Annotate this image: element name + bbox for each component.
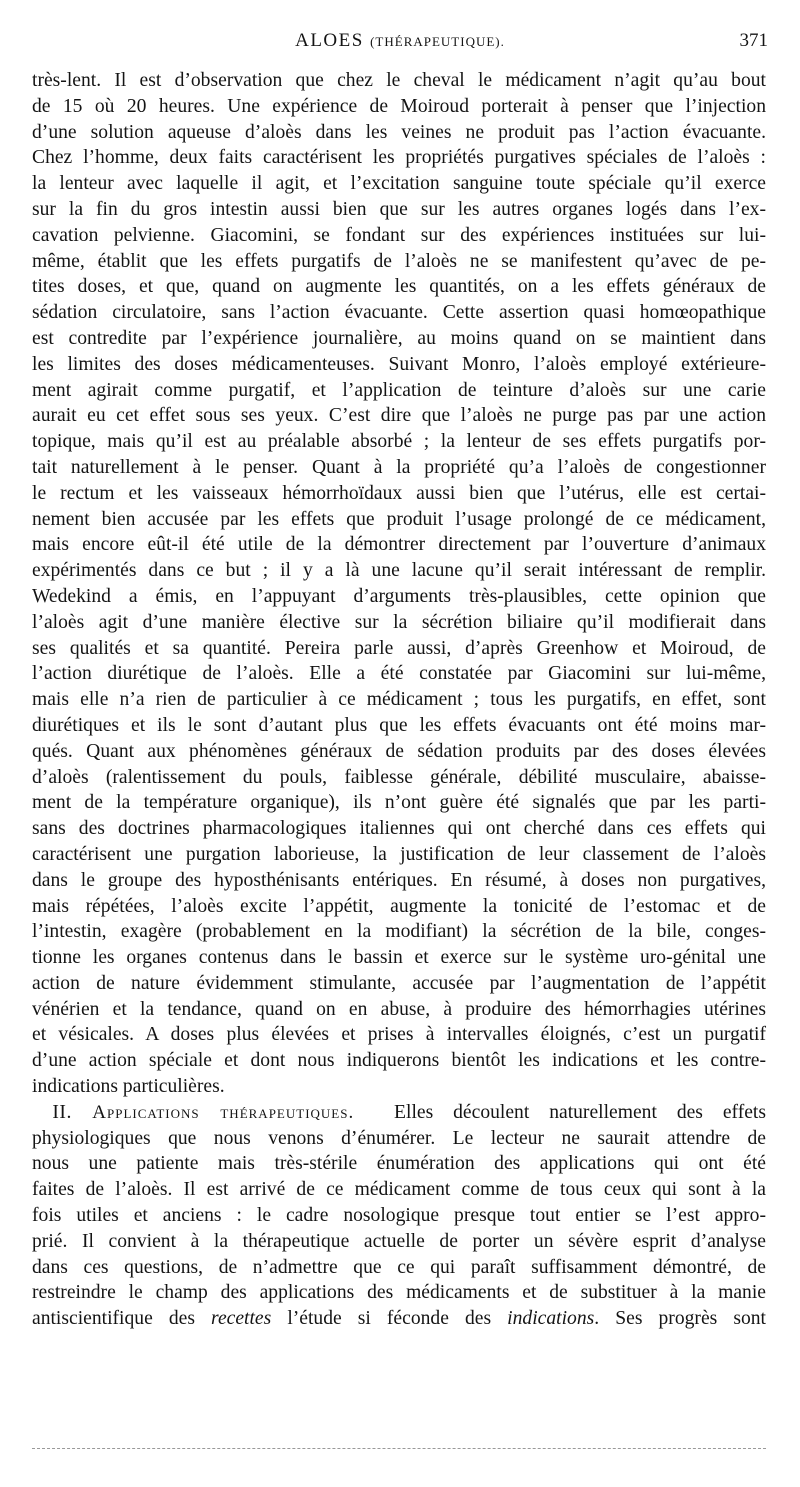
text-line: Chez l’homme, deux faits caractérisent les propriétés purgatives spéciales de l’aloès : [32,147,766,169]
text-line: indications particulières. [32,1076,225,1098]
section-title: Applications thérapeutiques. [92,1101,355,1123]
section-therapeutic-applications [32,1100,766,1332]
text-run: . Ses progrès sont [594,1308,766,1330]
text-line: d’une solution aqueuse d’aloès dans les veines ne produit pas l’action évacuante. [32,121,766,143]
text-line: nement bien accusée par les effets que produit l’usage prolongé de ce médicament, [32,508,766,530]
text-line: expérimentés dans ce but ; il y a là une lacune qu’il serait intéressant de remplir. [32,560,766,582]
text-line: Wedekind a émis, en l’appuyant d’arguments très-plausibles, cette opinion que [32,585,766,607]
text-line: le rectum et les vaisseaux hémorrhoïdaux aussi bien que l’utérus, elle est certai- [32,482,766,504]
text-run: antiscientifique des [32,1308,212,1330]
text-line: même, établit que les effets purgatifs de l’aloès ne se manifestent qu’avec de pe- [32,250,766,272]
text-line: très-lent. Il est d’observation que chez le cheval le médicament n’agit qu’au bout [32,70,766,91]
text-line: et vésicales. A doses plus élevées et prises à intervalles éloignés, c’est un purgatif [32,1024,766,1046]
text-line: tites doses, et que, quand on augmente les quantités, on a les effets généraux de [32,276,766,298]
text-line: l’intestin, exagère (probablement en la modifiant) la sécrétion de la bile, conges- [32,921,766,943]
text-line: prié. Il convient à la thérapeutique actuelle de porter un sévère esprit d’analyse [32,1230,766,1252]
text-line: cavation pelvienne. Giacomini, se fondant sur des expériences instituées sur lui- [32,224,766,246]
text-line: caractérisent une purgation laborieuse, la justification de leur classement de l’aloès [32,843,766,865]
text-line: mais elle n’a rien de particulier à ce médicament ; tous les purgatifs, en effet, sont [32,689,766,711]
text-line: action de nature évidemment stimulante, accusée par l’augmentation de l’appétit [32,972,766,994]
text-line: ment agirait comme purgatif, et l’application de teinture d’aloès sur une carie [32,379,766,401]
text-line: qués. Quant aux phénomènes généraux de sédation produits par des doses élevées [32,740,766,762]
running-header [32,30,768,58]
text-line: l’action diurétique de l’aloès. Elle a été constatée par Giacomini sur lui-même, [32,663,766,685]
text-line: les limites des doses médicamenteuses. Suivant Monro, l’aloès employé extérieure- [32,353,766,375]
running-title [32,30,768,52]
text-line: d’aloès (ralentissement du pouls, faiblesse générale, débilité musculaire, abaisse- [32,766,766,788]
text-line: vénérien et la tendance, quand on en abuse, à produire des hémorrhagies utérines [32,998,766,1020]
paragraph-effects [32,68,766,1100]
text-line: sédation circulatoire, sans l’action évacuante. Cette assertion quasi homœopathique [32,302,766,324]
running-title-sub: (THÉRAPEUTIQUE). [370,34,505,49]
text-line: nous une patiente mais très-stérile énumération des applications qui ont été [32,1153,766,1175]
text-line: restreindre le champ des applications des médicaments et de substituer à la manie [32,1282,766,1304]
text-line: tionne les organes contenus dans le bassin et exerce sur le système uro-génital une [32,947,766,969]
text-line: topique, mais qu’il est au préalable absorbé ; la lenteur de ses effets purgatifs por- [32,431,766,453]
text-run: l’étude si féconde des [271,1308,508,1330]
footer-dotted-rule [32,1448,766,1449]
section-first-line [32,1100,766,1126]
text-line: la lenteur avec laquelle il agit, et l’excitation sanguine toute spéciale qu’il exerce [32,173,766,195]
text-line: ses qualités et sa quantité. Pereira parle aussi, d’après Greenhow et Moiroud, de [32,637,766,659]
text-line: dans ces questions, de n’admettre que ce qui paraît suffisamment démontré, de [32,1256,766,1278]
text-line: d’une action spéciale et dont nous indiquerons bientôt les indications et les contre- [32,1050,766,1072]
body-text [32,68,766,1332]
text-line: diurétiques et ils le sont d’autant plus que les effets évacuants ont été moins mar- [32,714,766,736]
text-line: sur la fin du gros intestin aussi bien que sur les autres organes logés dans l’ex- [32,198,766,220]
text-line: de 15 où 20 heures. Une expérience de Moiroud porterait à penser que l’injection [32,95,766,117]
text-line: fois utiles et anciens : le cadre nosologique presque tout entier se l’est appro- [32,1205,766,1227]
section-numeral: II. [52,1101,72,1123]
text-line: mais encore eût-il été utile de la démontrer directement par l’ouverture d’animaux [32,534,766,556]
italic-term-indications: indications [507,1308,595,1330]
text-line: tait naturellement à le penser. Quant à la propriété qu’a l’aloès de congestionner [32,456,766,478]
section-heading [32,1102,354,1123]
text-line: physiologiques que nous venons d’énumérer. Le lecteur ne saurait attendre de [32,1127,766,1149]
text-line: est contredite par l’expérience journalière, au moins quand on se maintient dans [32,327,766,349]
text-line: aurait eu cet effet sous ses yeux. C’est dire que l’aloès ne purge pas par une action [32,405,766,427]
text-line: faites de l’aloès. Il est arrivé de ce médicament comme de tous ceux qui sont à la [32,1179,766,1201]
text-line: dans le groupe des hyposthénisants entériques. En résumé, à doses non purgatives, [32,869,766,891]
running-title-main: ALOES [295,30,364,51]
text-line: l’aloès agit d’une manière élective sur la sécrétion biliaire qu’il modifierait dans [32,611,766,633]
italic-term-recettes: recettes [211,1308,272,1330]
text-line: mais répétées, l’aloès excite l’appétit, augmente la tonicité de l’estomac et de [32,895,766,917]
text-line: sans des doctrines pharmacologiques italiennes qui ont cherché dans ces effets qui [32,818,766,840]
page-number: 371 [739,30,768,51]
section-lead-text: Elles découlent naturellement des effets [394,1101,766,1123]
text-line: ment de la température organique), ils n’ont guère été signalés que par les parti- [32,792,766,814]
text-line-last [32,1306,766,1332]
